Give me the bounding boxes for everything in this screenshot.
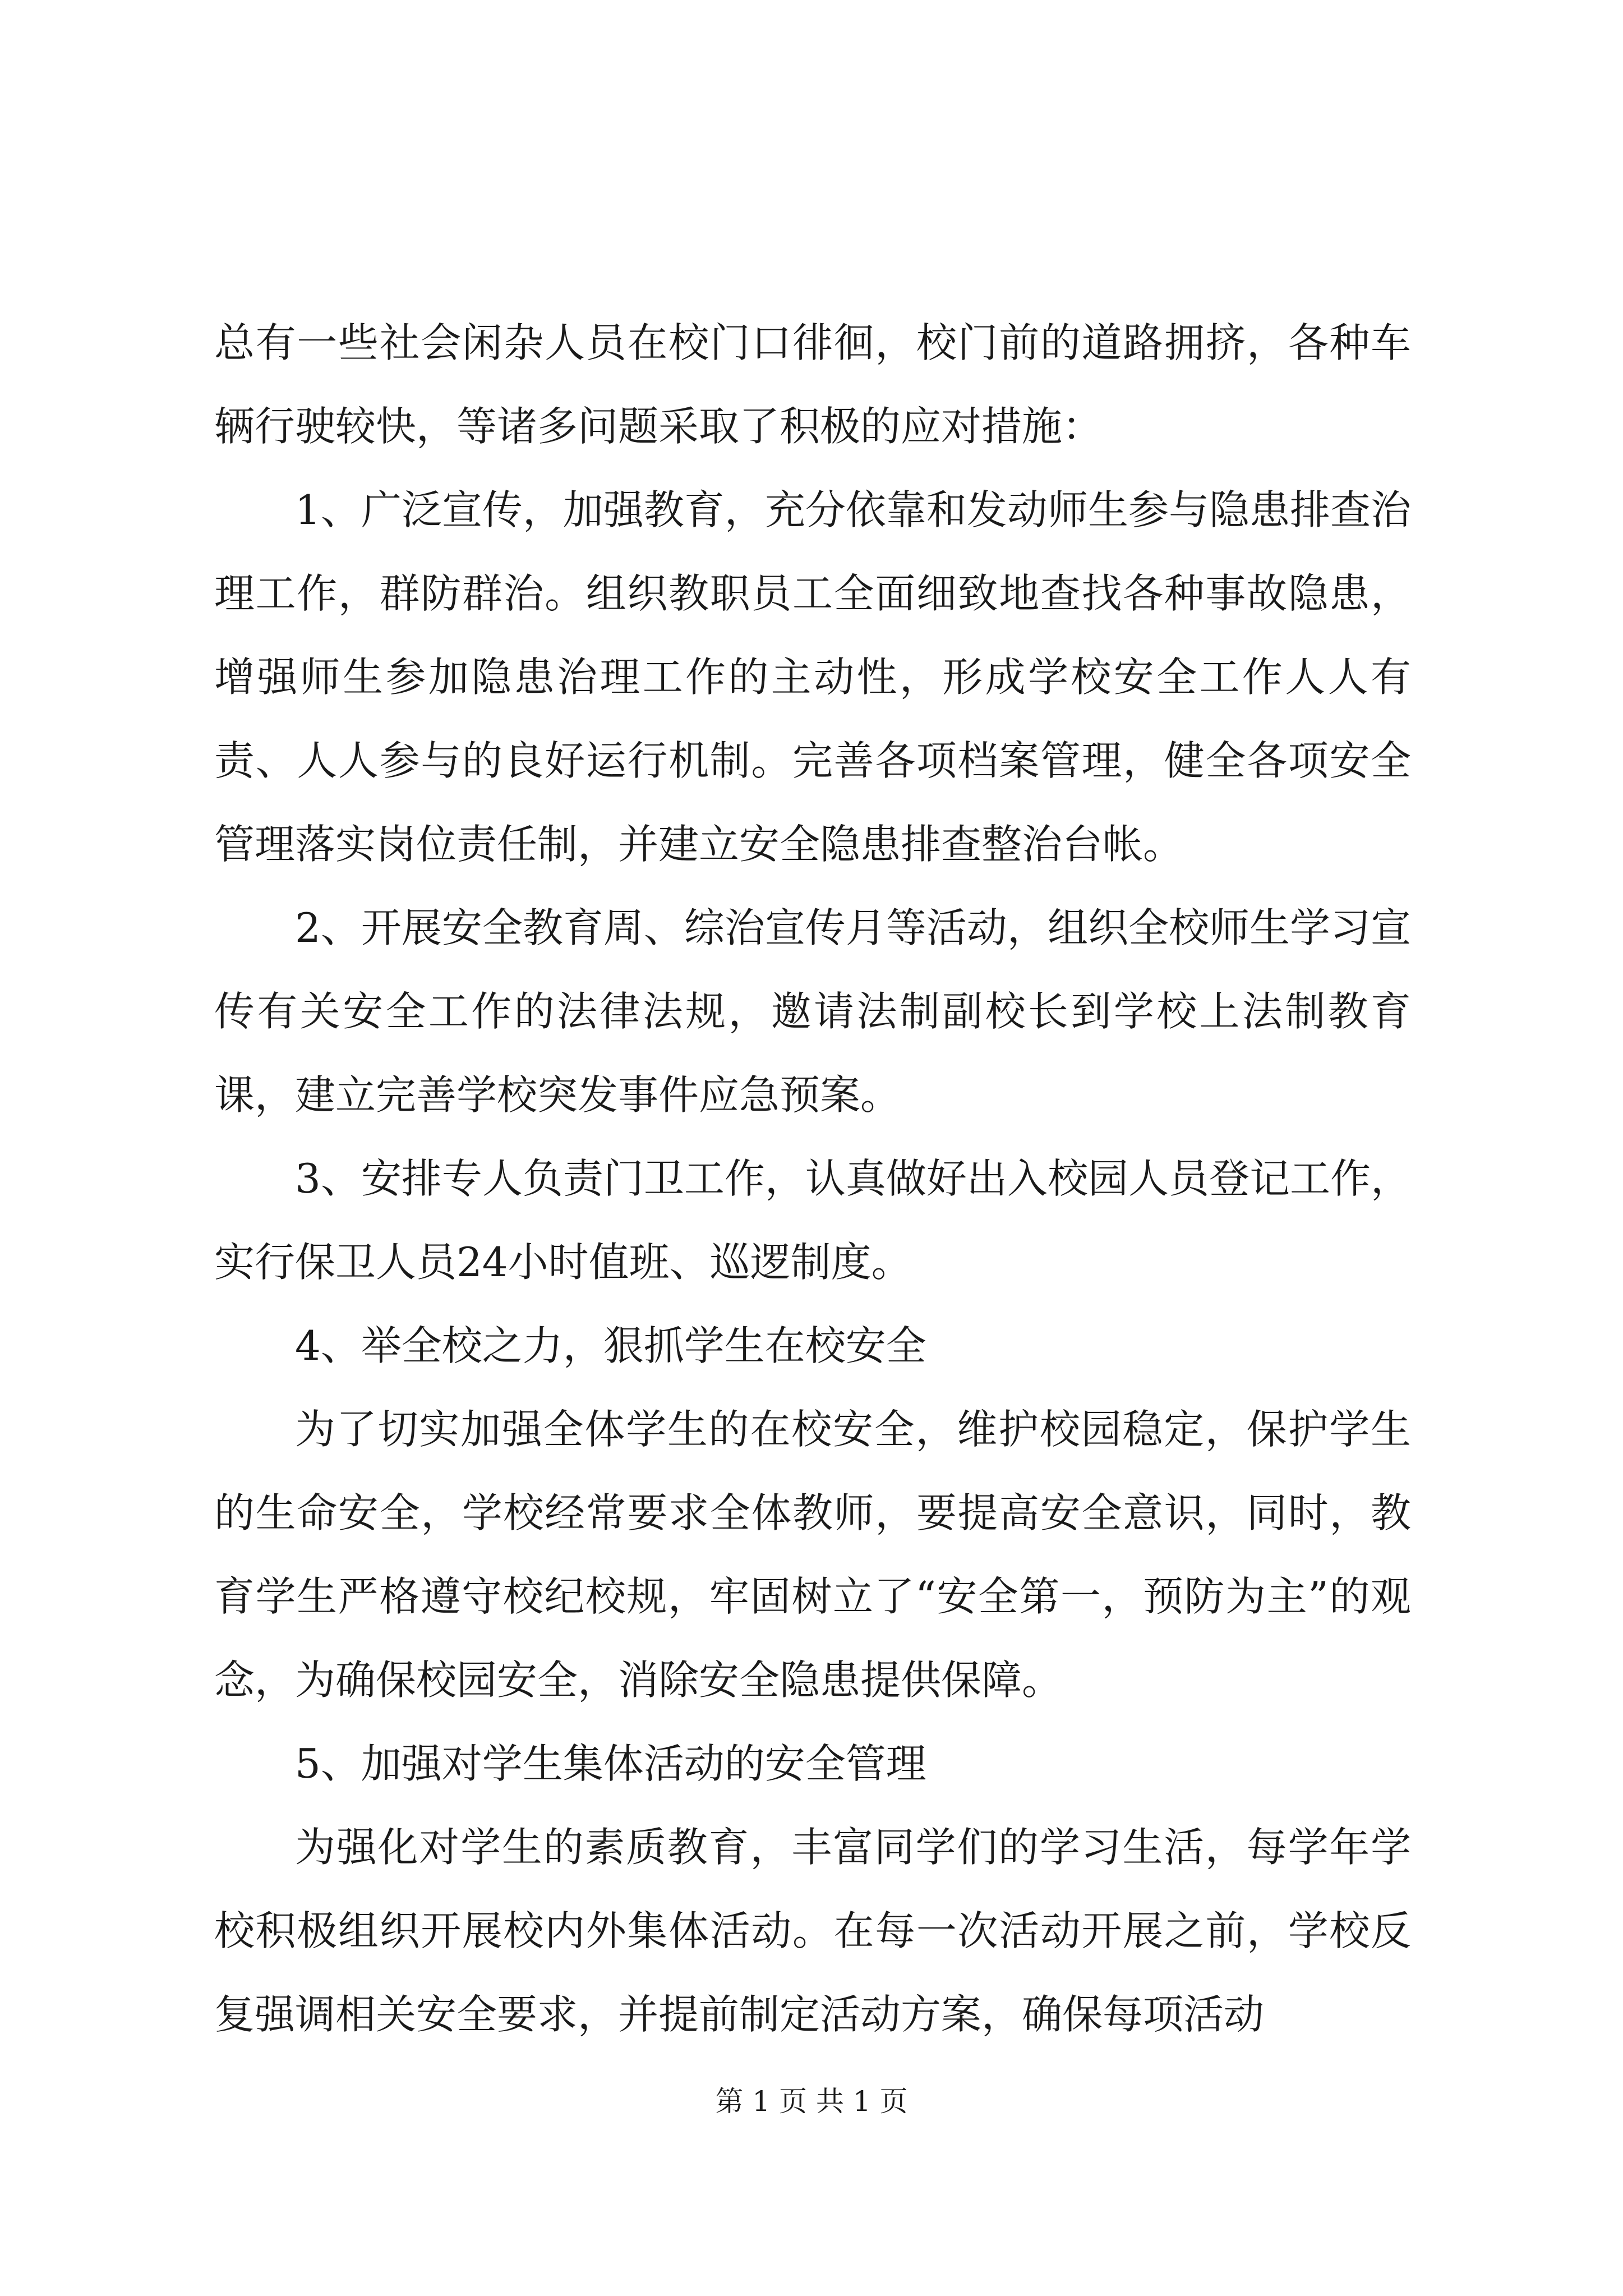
document-body — [214, 301, 1411, 2056]
heading-item-5: 5、加强对学生集体活动的安全管理 — [295, 1740, 926, 1787]
paragraph-continuation: 总有一些社会闲杂人员在校门口徘徊，校门前的道路拥挤，各种车辆行驶较快，等诸多问题采取了积极的应对措施： — [214, 319, 1411, 450]
paragraph-item-3: 3、安排专人负责门卫工作，认真做好出入校园人员登记工作，实行保卫人员24小时值班、巡逻制度。 — [214, 1155, 1411, 1286]
paragraph-item-4-body: 为了切实加强全体学生的在校安全，维护校园稳定，保护学生的生命安全，学校经常要求全体教师，要提高安全意识，同时，教育学生严格遵守校纪校规，牢固树立了“安全第一，预防为主”的观念，为确保校园安全，消除安全隐患提供保障。 — [214, 1406, 1411, 1704]
page-footer: 第 1 页 共 1 页 — [715, 2085, 908, 2118]
paragraph-item-1: 1、广泛宣传，加强教育，充分依靠和发动师生参与隐患排查治理工作，群防群治。组织教职员工全面细致地查找各种事故隐患，增强师生参加隐患治理工作的主动性，形成学校安全工作人人有责、人人参与的良好运行机制。完善各项档案管理，健全各项安全管理落实岗位责任制，并建立安全隐患排查整治台帐。 — [214, 486, 1411, 868]
heading-item-4: 4、举全校之力，狠抓学生在校安全 — [295, 1322, 926, 1369]
paragraph-item-2: 2、开展安全教育周、综治宣传月等活动，组织全校师生学习宣传有关安全工作的法律法规，邀请法制副校长到学校上法制教育课，建立完善学校突发事件应急预案。 — [214, 904, 1411, 1119]
paragraph-item-5-body: 为强化对学生的素质教育，丰富同学们的学习生活，每学年学校积极组织开展校内外集体活动。在每一次活动开展之前，学校反复强调相关安全要求，并提前制定活动方案，确保每项活动 — [214, 1824, 1411, 2038]
